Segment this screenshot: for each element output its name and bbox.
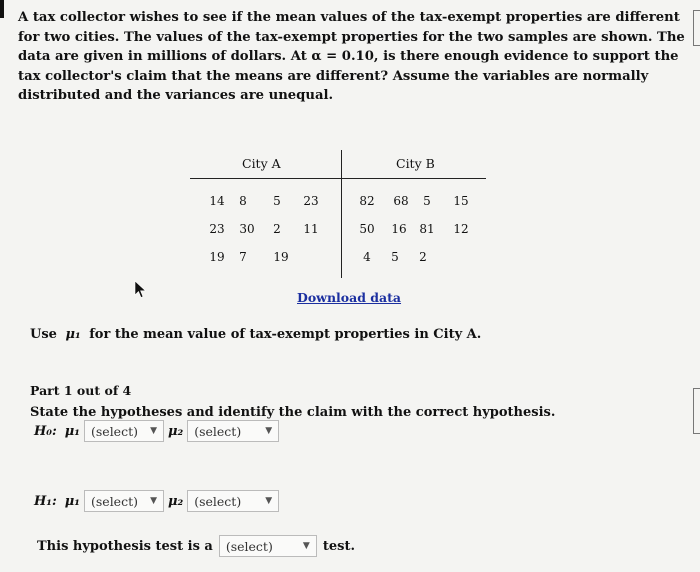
mouse-pointer-icon (134, 280, 148, 300)
mu1-symbol: μ₁ (65, 327, 81, 342)
table-cell: 8 (239, 194, 247, 208)
table-cell: 23 (209, 222, 225, 236)
part-instruction: State the hypotheses and identify the claim with the correct hypothesis. (30, 405, 556, 420)
side-tab-lower[interactable] (693, 388, 700, 434)
table-cell: 19 (273, 250, 289, 264)
side-tab[interactable] (693, 10, 700, 46)
table-cell: 23 (303, 194, 319, 208)
h0-relation-select-2[interactable] (187, 420, 279, 442)
table-cell: 5 (273, 194, 281, 208)
table-cell: 12 (453, 222, 469, 236)
table-divider-vertical (341, 150, 342, 278)
table-cell: 68 (393, 194, 409, 208)
use-prefix: Use (30, 327, 57, 342)
h1-label: H₁: (34, 493, 57, 509)
city-a-header: City A (242, 156, 281, 171)
test-prefix: This hypothesis test is a (37, 538, 213, 554)
select-value: (select) (194, 423, 242, 439)
test-type-select[interactable] (219, 535, 317, 557)
use-suffix: for the mean value of tax-exempt properties in City A. (89, 327, 482, 342)
parameter-definition (30, 327, 481, 342)
table-divider-horizontal (190, 178, 486, 179)
problem-statement: A tax collector wishes to see if the mean values of the tax-exempt properties are different for two cities. The values of the tax-exempt properties for the two samples are shown. The data are given in millions of dollars. At α = 0.10, is there enough evidence to support the tax collector's claim that the means are different? Assume the variables are normally distributed and the variances are unequal. (18, 10, 685, 103)
h0-relation-select-1[interactable] (84, 420, 164, 442)
table-cell: 5 (423, 194, 431, 208)
table-cell: 2 (419, 250, 427, 264)
table-cell: 19 (209, 250, 225, 264)
table-cell: 5 (391, 250, 399, 264)
chevron-down-icon: ▼ (265, 426, 273, 436)
table-cell: 82 (359, 194, 375, 208)
table-cell: 11 (303, 222, 319, 236)
table-cell: 81 (419, 222, 435, 236)
city-b-header: City B (396, 156, 435, 171)
test-type-row (37, 535, 355, 557)
chevron-down-icon: ▼ (150, 426, 157, 436)
table-cell: 50 (359, 222, 375, 236)
h1-mu1: μ₁ (64, 493, 80, 509)
select-value: (select) (91, 423, 138, 439)
part-label: Part 1 out of 4 (30, 383, 132, 398)
h1-relation-select-2[interactable] (187, 490, 279, 512)
alternative-hypothesis-row (34, 490, 279, 512)
table-cell: 7 (239, 250, 247, 264)
table-cell: 14 (209, 194, 225, 208)
h1-relation-select-1[interactable] (84, 490, 164, 512)
h0-mu1: μ₁ (64, 423, 80, 439)
chevron-down-icon: ▼ (265, 496, 273, 506)
null-hypothesis-row (34, 420, 279, 442)
select-value: (select) (194, 493, 242, 509)
test-suffix: test. (322, 538, 355, 554)
select-value: (select) (91, 493, 138, 509)
data-table (190, 150, 490, 290)
h0-mu2: μ₂ (168, 423, 184, 439)
table-cell: 16 (391, 222, 407, 236)
chevron-down-icon: ▼ (302, 541, 310, 551)
chevron-down-icon: ▼ (150, 496, 157, 506)
window-edge-mark (0, 0, 4, 18)
table-cell: 30 (239, 222, 255, 236)
h1-mu2: μ₂ (168, 493, 184, 509)
table-cell: 4 (363, 250, 371, 264)
table-cell: 2 (273, 222, 281, 236)
download-data-link[interactable]: Download data (297, 290, 402, 305)
table-cell: 15 (453, 194, 469, 208)
select-value: (select) (225, 538, 273, 554)
h0-label: H₀: (34, 423, 57, 439)
